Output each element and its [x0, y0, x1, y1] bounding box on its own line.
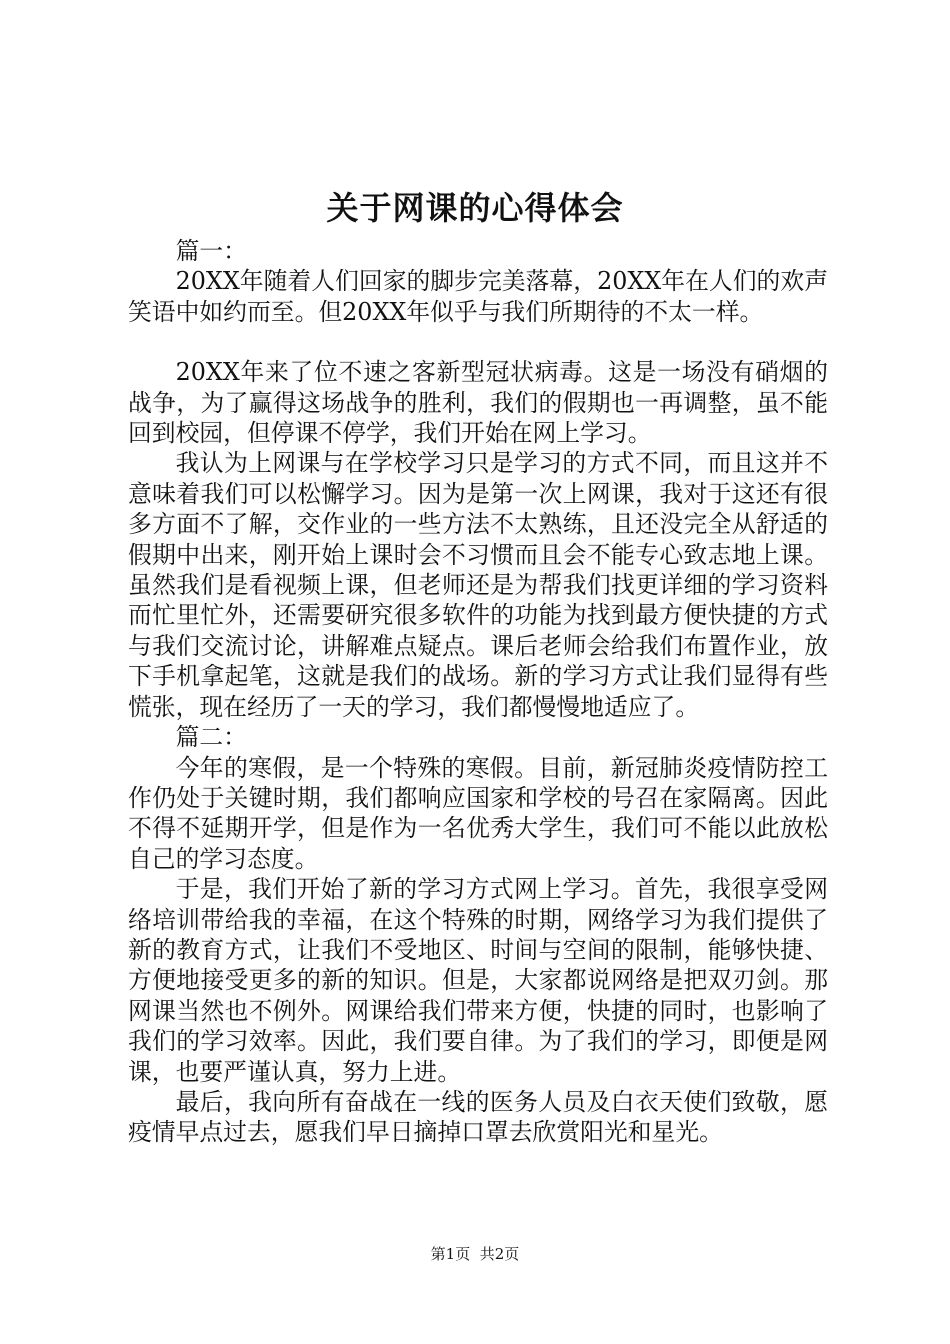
- paragraph: 今年的寒假，是一个特殊的寒假。目前，新冠肺炎疫情防控工作仍处于关键时期，我们都响应国家和学校的号召在家隔离。因此不得不延期开学，但是作为一名优秀大学生，我们可不能以此放松自己的学习态度。: [128, 753, 828, 873]
- section-heading-2: 篇二：: [175, 723, 247, 752]
- paragraph: 20XX年随着人们回家的脚步完美落幕，20XX年在人们的欢声笑语中如约而至。但20XX年似乎与我们所期待的不太一样。: [128, 267, 828, 326]
- section-heading-1: 篇一：: [175, 237, 247, 265]
- paragraph: 20XX年来了位不速之客新型冠状病毒。这是一场没有硝烟的战争，为了赢得这场战争的胜利，我们的假期也一再调整，虽不能回到校园，但停课不停学，我们开始在网上学习。: [128, 358, 828, 448]
- page-number: 第1页: [430, 1245, 471, 1263]
- page-footer: [0, 1244, 950, 1264]
- page-total: 共2页: [479, 1245, 520, 1263]
- paragraph: 我认为上网课与在学校学习只是学习的方式不同，而且这并不意味着我们可以松懈学习。因为是第一次上网课，我对于这还有很多方面不了解，交作业的一些方法不太熟练，且还没完全从舒适的假期中出来，刚开始上课时会不习惯而且会不能专心致志地上课。虽然我们是看视频上课，但老师还是为帮我们找更详细的学习资料而忙里忙外，还需要研究很多软件的功能为找到最方便快捷的方式与我们交流讨论，讲解难点疑点。课后老师会给我们布置作业，放下手机拿起笔，这就是我们的战场。新的学习方式让我们显得有些慌张，现在经历了一天的学习，我们都慢慢地适应了。: [128, 449, 828, 721]
- document-body: [128, 236, 828, 1148]
- paragraph: 最后，我向所有奋战在一线的医务人员及白衣天使们致敬，愿疫情早点过去，愿我们早日摘掉口罩去欣赏阳光和星光。: [128, 1087, 828, 1147]
- document-title: 关于网课的心得体会: [326, 189, 624, 227]
- paragraph: 于是，我们开始了新的学习方式网上学习。首先，我很享受网络培训带给我的幸福，在这个特殊的时期，网络学习为我们提供了新的教育方式，让我们不受地区、时间与空间的限制，能够快捷、方便地接受更多的新的知识。但是，大家都说网络是把双刃剑。那网课当然也不例外。网课给我们带来方便，快捷的同时，也影响了我们的学习效率。因此，我们要自律。为了我们的学习，即便是网课，也要严谨认真，努力上进。: [128, 875, 828, 1086]
